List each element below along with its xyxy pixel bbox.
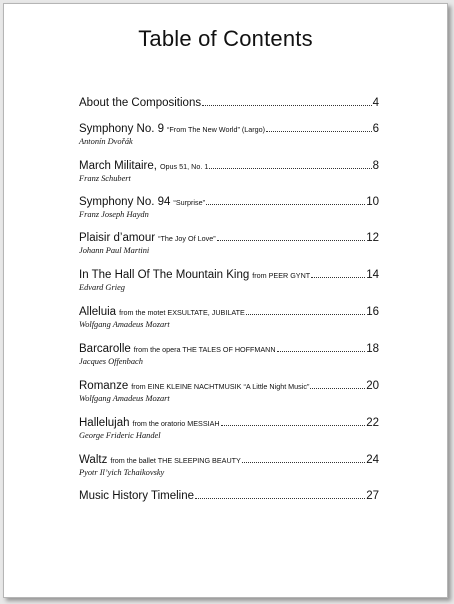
page-number: 8 xyxy=(372,160,379,172)
entry-subtitle: Opus 51, No. 1 xyxy=(159,162,209,171)
toc-line xyxy=(79,160,379,172)
entry-title: Symphony No. 9 xyxy=(79,123,165,135)
toc-entry xyxy=(79,490,379,502)
entry-subtitle: “Surprise” xyxy=(173,198,205,207)
toc-entry xyxy=(79,417,379,440)
page-number: 22 xyxy=(366,417,379,429)
entry-title: Barcarolle xyxy=(79,343,131,355)
toc-line xyxy=(79,232,379,244)
toc-line xyxy=(79,454,379,466)
entry-title: Music History Timeline xyxy=(79,490,195,502)
composer-name: George Frideric Handel xyxy=(79,431,161,440)
entry-subtitle: from the opera THE TALES OF HOFFMANN xyxy=(133,345,276,354)
entry-subtitle: “The Joy Of Love” xyxy=(158,234,216,243)
page-number: 6 xyxy=(372,123,379,135)
page-number: 24 xyxy=(366,454,379,466)
dot-leader xyxy=(206,204,365,205)
toc-entry xyxy=(79,160,379,183)
toc-line xyxy=(79,343,379,355)
entry-title: Alleluia xyxy=(79,306,117,318)
entry-subtitle: from the oratorio MESSIAH xyxy=(132,419,220,428)
dot-leader xyxy=(217,240,366,241)
toc-line xyxy=(79,97,379,109)
dot-leader xyxy=(277,351,366,352)
composer-name: Franz Joseph Haydn xyxy=(79,210,149,219)
toc-entry xyxy=(79,343,379,366)
page-title: Table of Contents xyxy=(138,26,313,51)
composer-name: Johann Paul Martini xyxy=(79,246,150,255)
entry-subtitle: “From The New World” (Largo) xyxy=(167,125,266,134)
toc-line xyxy=(79,306,379,318)
composer-name: Antonín Dvořák xyxy=(79,137,133,146)
page-number: 12 xyxy=(366,232,379,244)
page-number: 14 xyxy=(366,269,379,281)
entry-subtitle: from PEER GYNT xyxy=(252,271,311,280)
page-number: 27 xyxy=(366,490,379,502)
composer-name: Franz Schubert xyxy=(79,174,131,183)
dot-leader xyxy=(242,462,365,463)
toc-entry xyxy=(79,269,379,292)
page-number: 10 xyxy=(366,196,379,208)
entry-title: About the Compositions xyxy=(79,97,202,109)
entry-title: Symphony No. 94 xyxy=(79,196,171,208)
toc-line xyxy=(79,417,379,429)
entry-subtitle: from the motet EXSULTATE, JUBILATE xyxy=(119,308,245,317)
toc-line xyxy=(79,196,379,208)
page-number: 18 xyxy=(366,343,379,355)
dot-leader xyxy=(311,277,365,278)
toc-entry xyxy=(79,454,379,477)
toc-entry xyxy=(79,97,379,109)
entry-subtitle: from the ballet THE SLEEPING BEAUTY xyxy=(110,456,241,465)
composer-name: Wolfgang Amadeus Mozart xyxy=(79,394,170,403)
toc-line xyxy=(79,123,379,135)
dot-leader xyxy=(195,498,365,499)
toc-entry xyxy=(79,196,379,219)
entry-title: Plaisir d’amour xyxy=(79,232,156,244)
entry-title: In The Hall Of The Mountain King xyxy=(79,269,250,281)
dot-leader xyxy=(209,168,371,169)
entry-title: March Militaire, xyxy=(79,160,157,172)
dot-leader xyxy=(266,131,372,132)
toc-line xyxy=(79,490,379,502)
composer-name: Edvard Grieg xyxy=(79,283,125,292)
toc-entry xyxy=(79,123,379,146)
dot-leader xyxy=(310,388,365,389)
page-number: 16 xyxy=(366,306,379,318)
toc-line xyxy=(79,380,379,392)
composer-name: Jacques Offenbach xyxy=(79,357,143,366)
page-number: 20 xyxy=(366,380,379,392)
composer-name: Wolfgang Amadeus Mozart xyxy=(79,320,170,329)
toc-entry xyxy=(79,232,379,255)
dot-leader xyxy=(246,314,365,315)
entry-title: Romanze xyxy=(79,380,129,392)
entry-subtitle: from EINE KLEINE NACHTMUSIK “A Little Night Music” xyxy=(131,382,310,391)
document-page xyxy=(3,3,448,598)
entry-title: Waltz xyxy=(79,454,108,466)
toc-line xyxy=(79,269,379,281)
composer-name: Pyotr Il’yich Tchaikovsky xyxy=(79,468,165,477)
toc-entry xyxy=(79,380,379,403)
dot-leader xyxy=(202,105,371,106)
entry-title: Hallelujah xyxy=(79,417,130,429)
page-number: 4 xyxy=(372,97,379,109)
toc-entry xyxy=(79,306,379,329)
dot-leader xyxy=(221,425,366,426)
